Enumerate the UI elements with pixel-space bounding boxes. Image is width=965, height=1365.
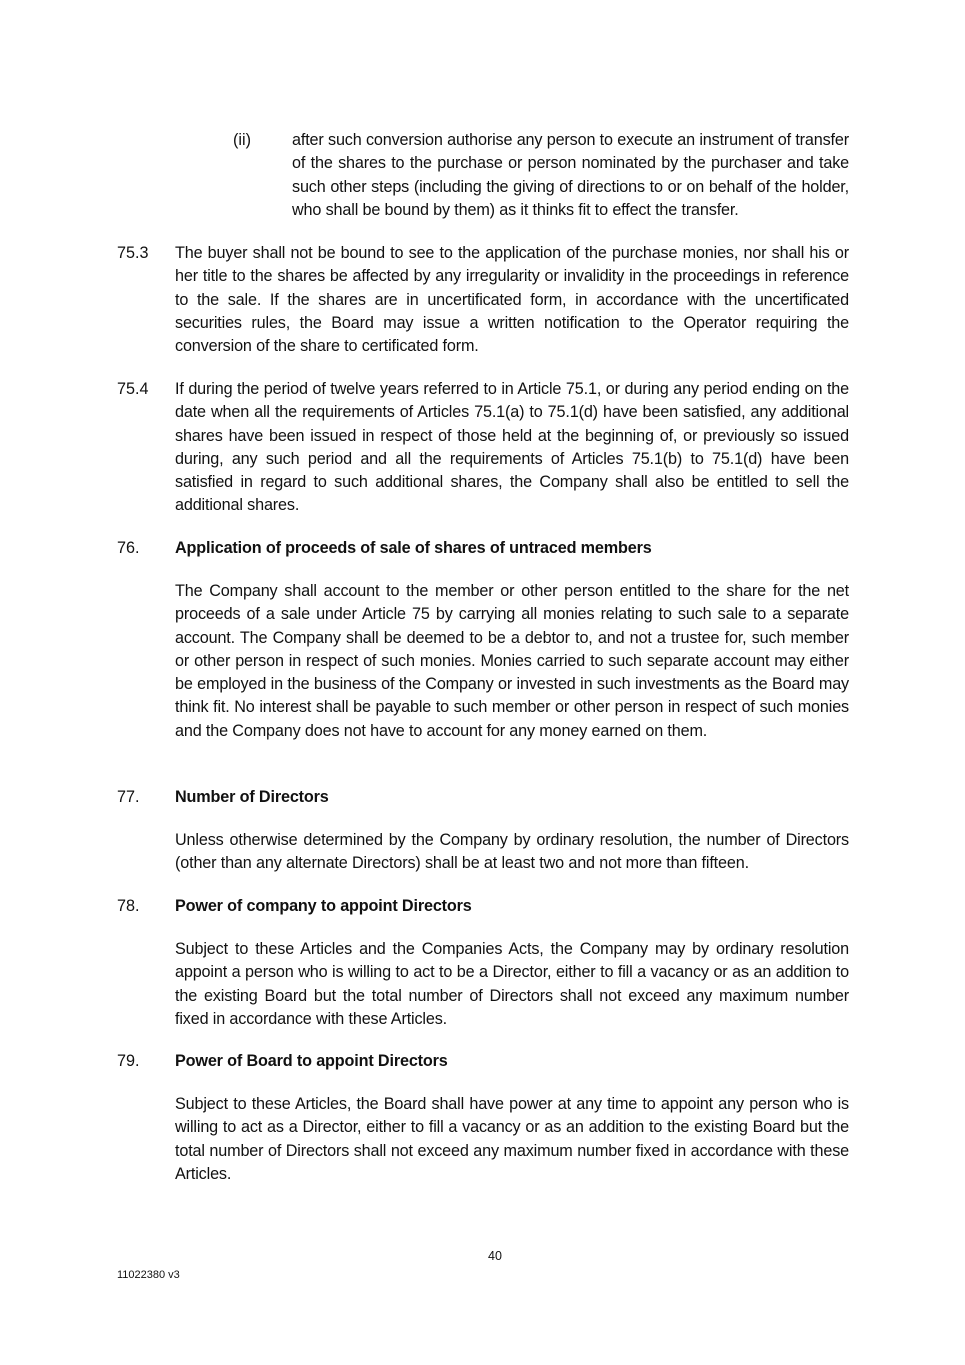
article-76-heading: Application of proceeds of sale of shares of untraced members: [175, 539, 652, 557]
article-79-text: [175, 1093, 849, 1186]
paragraph-text: The Company shall account to the member or other person entitled to the share for the net proceeds of a sale under Article 75 by carrying all monies relating to such sale to a separate account. The Company shall be deemed to be a debtor to, and not a trustee for, such member or other person in respect of such monies. Monies carried to such separate account may either be employed in the business of the Company or invested in such investments as the Board may think fit. No interest shall be payable to such member or other person in respect of such monies and the Company does not have to account for any money earned on them.: [175, 582, 849, 740]
paragraph-text: If during the period of twelve years referred to in Article 75.1, or during any period ending on the date when all the requirements of Articles 75.1(a) to 75.1(d) have been satisfied, any additional shares have been issued in respect of those held at the beginning of, or previously so issued during, any such period and all the requirements of Articles 75.1(b) to 75.1(d) have been satisfied in regard to such additional shares, the Company shall also be entitled to sell the additional shares.: [175, 380, 849, 515]
paragraph-text: The buyer shall not be bound to see to the application of the purchase monies, nor shall his or her title to the shares be affected by any irregularity or invalidity in the proceedings in reference to the sale. If the shares are in uncertificated form, in accordance with the uncertificated securities rules, the Board may issue a written notification to the Operator requiring the conversion of the share to certificated form.: [175, 244, 849, 356]
clause-number-75-4: 75.4: [117, 380, 149, 398]
clause-number-75-3: 75.3: [117, 244, 149, 262]
sub-item-label: (ii): [233, 131, 251, 149]
document-reference: 11022380 v3: [117, 1269, 180, 1281]
sub-item-ii-text: [292, 129, 849, 222]
article-78-text: [175, 938, 849, 1031]
paragraph-text: Subject to these Articles and the Companies Acts, the Company may by ordinary resolution appoint a person who is willing to act to be a Director, either to fill a vacancy or as an addition to the existing Board but the total number of Directors shall not exceed any maximum number fixed in accordance with these Articles.: [175, 940, 849, 1028]
paragraph-text: after such conversion authorise any person to execute an instrument of transfer of the shares to the purchase or person nominated by the purchaser and take such other steps (including the giving of directions to or on behalf of the holder, who shall be bound by them) as it thinks fit to effect the transfer.: [292, 131, 849, 219]
article-number-79: 79.: [117, 1052, 140, 1070]
paragraph-text: Unless otherwise determined by the Company by ordinary resolution, the number of Directors (other than any alternate Directors) shall be at least two and not more than fifteen.: [175, 831, 849, 873]
article-76-text: [175, 580, 849, 743]
article-number-76: 76.: [117, 539, 140, 557]
article-79-heading: Power of Board to appoint Directors: [175, 1052, 448, 1070]
article-77-text: [175, 829, 849, 876]
page-number: 40: [488, 1249, 502, 1263]
clause-75-4-text: [175, 378, 849, 518]
article-78-heading: Power of company to appoint Directors: [175, 897, 472, 915]
paragraph-text: Subject to these Articles, the Board shall have power at any time to appoint any person who is willing to act as a Director, either to fill a vacancy or as an addition to the existing Board but the total number of Directors shall not exceed any maximum number fixed in accordance with these Articles.: [175, 1095, 849, 1183]
article-77-heading: Number of Directors: [175, 788, 329, 806]
article-number-77: 77.: [117, 788, 140, 806]
article-number-78: 78.: [117, 897, 140, 915]
clause-75-3-text: [175, 242, 849, 358]
